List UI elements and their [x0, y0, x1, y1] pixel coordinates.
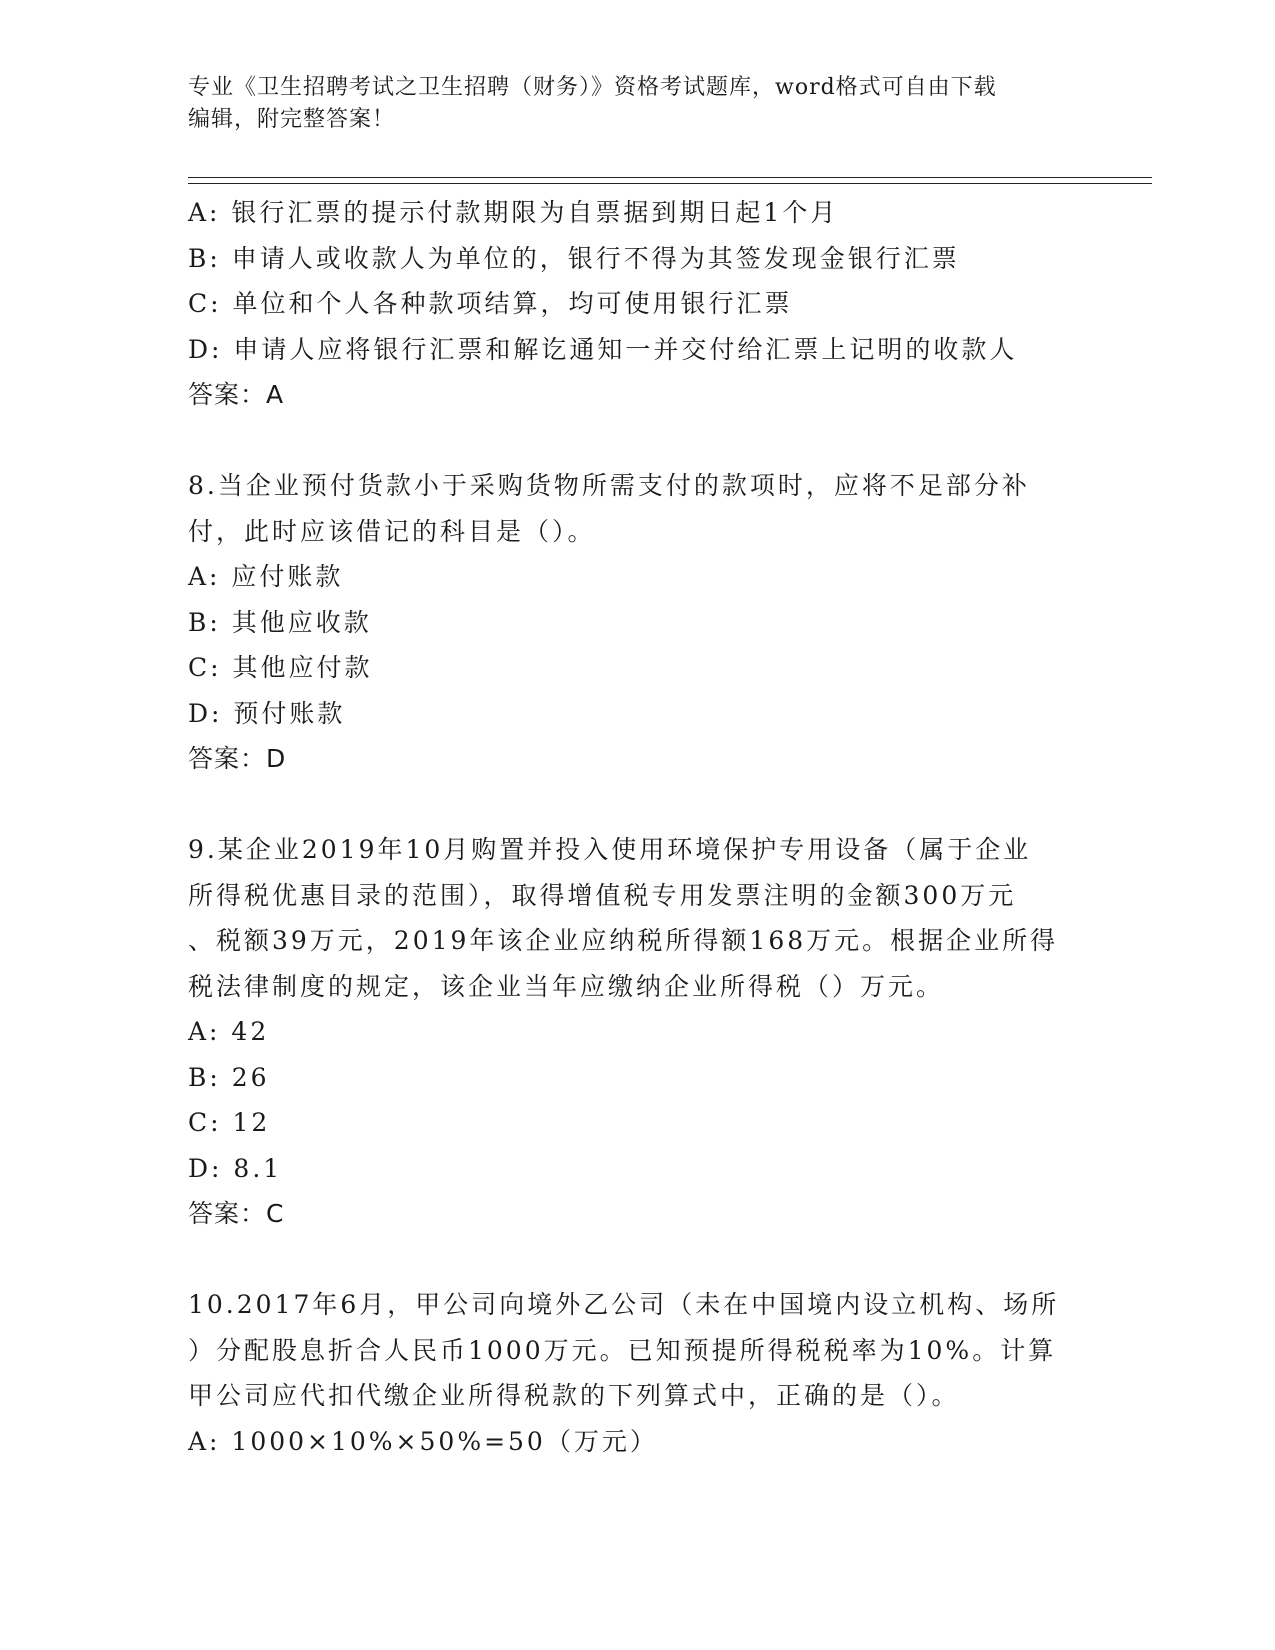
option-b: B: 其他应收款 — [188, 607, 372, 637]
question-stem-line: 付，此时应该借记的科目是（）。 — [188, 516, 596, 546]
spacer — [188, 418, 1088, 464]
option-c: C: 其他应付款 — [188, 653, 373, 682]
option-c: C: 12 — [188, 1108, 271, 1137]
option-c: C: 单位和个人各种款项结算，均可使用银行汇票 — [188, 289, 793, 318]
spacer — [188, 782, 1088, 828]
question-stem-line: 甲公司应代扣代缴企业所得税款的下列算式中，正确的是（）。 — [188, 1381, 960, 1410]
header-divider-bottom — [188, 183, 1152, 184]
option-d: D: 申请人应将银行汇票和解讫通知一并交付给汇票上记明的收款人 — [188, 334, 1018, 364]
question-stem-line: 、税额39万元，2019年该企业应纳税所得额168万元。根据企业所得 — [188, 926, 1059, 955]
option-d: D: 预付账款 — [188, 698, 346, 728]
question-8 — [188, 463, 1088, 782]
question-10 — [188, 1282, 1088, 1464]
question-stem-line: ）分配股息折合人民币1000万元。已知预提所得税税率为10%。计算 — [188, 1335, 1057, 1365]
option-b: B: 26 — [188, 1062, 270, 1092]
question-stem-line: 所得税优惠目录的范围），取得增值税专用发票注明的金额300万元 — [188, 880, 1017, 910]
question-stem-line: 10.2017年6月，甲公司向境外乙公司（未在中国境内设立机构、场所 — [188, 1290, 1060, 1319]
option-d: D: 8.1 — [188, 1153, 283, 1183]
option-a: A: 银行汇票的提示付款期限为自票据到期日起1个月 — [188, 198, 839, 227]
option-a: A: 42 — [188, 1017, 270, 1046]
question-7 — [188, 190, 1088, 418]
question-stem-line: 税法律制度的规定，该企业当年应缴纳企业所得税（）万元。 — [188, 971, 945, 1001]
question-list — [188, 190, 1088, 1464]
option-a: A: 1000×10%×50%=50（万元） — [188, 1426, 658, 1456]
option-a: A: 应付账款 — [188, 562, 344, 591]
question-stem-line: 9.某企业2019年10月购置并投入使用环境保护专用设备（属于企业 — [188, 835, 1032, 864]
answer-line: 答案：D — [188, 744, 287, 773]
question-stem-line: 8.当企业预付货款小于采购货物所需支付的款项时，应将不足部分补 — [188, 471, 1030, 500]
answer-line: 答案：C — [188, 1199, 285, 1228]
header-title-line-2: 编辑，附完整答案！ — [188, 107, 396, 132]
spacer — [188, 1237, 1088, 1283]
header-divider-top — [188, 177, 1152, 178]
option-b: B: 申请人或收款人为单位的，银行不得为其签发现金银行汇票 — [188, 243, 960, 273]
document-header — [188, 72, 1068, 136]
question-9 — [188, 827, 1088, 1237]
header-title-line-1: 专业《卫生招聘考试之卫生招聘（财务）》资格考试题库，word格式可自由下载 — [188, 75, 997, 100]
answer-line: 答案：A — [188, 380, 285, 409]
